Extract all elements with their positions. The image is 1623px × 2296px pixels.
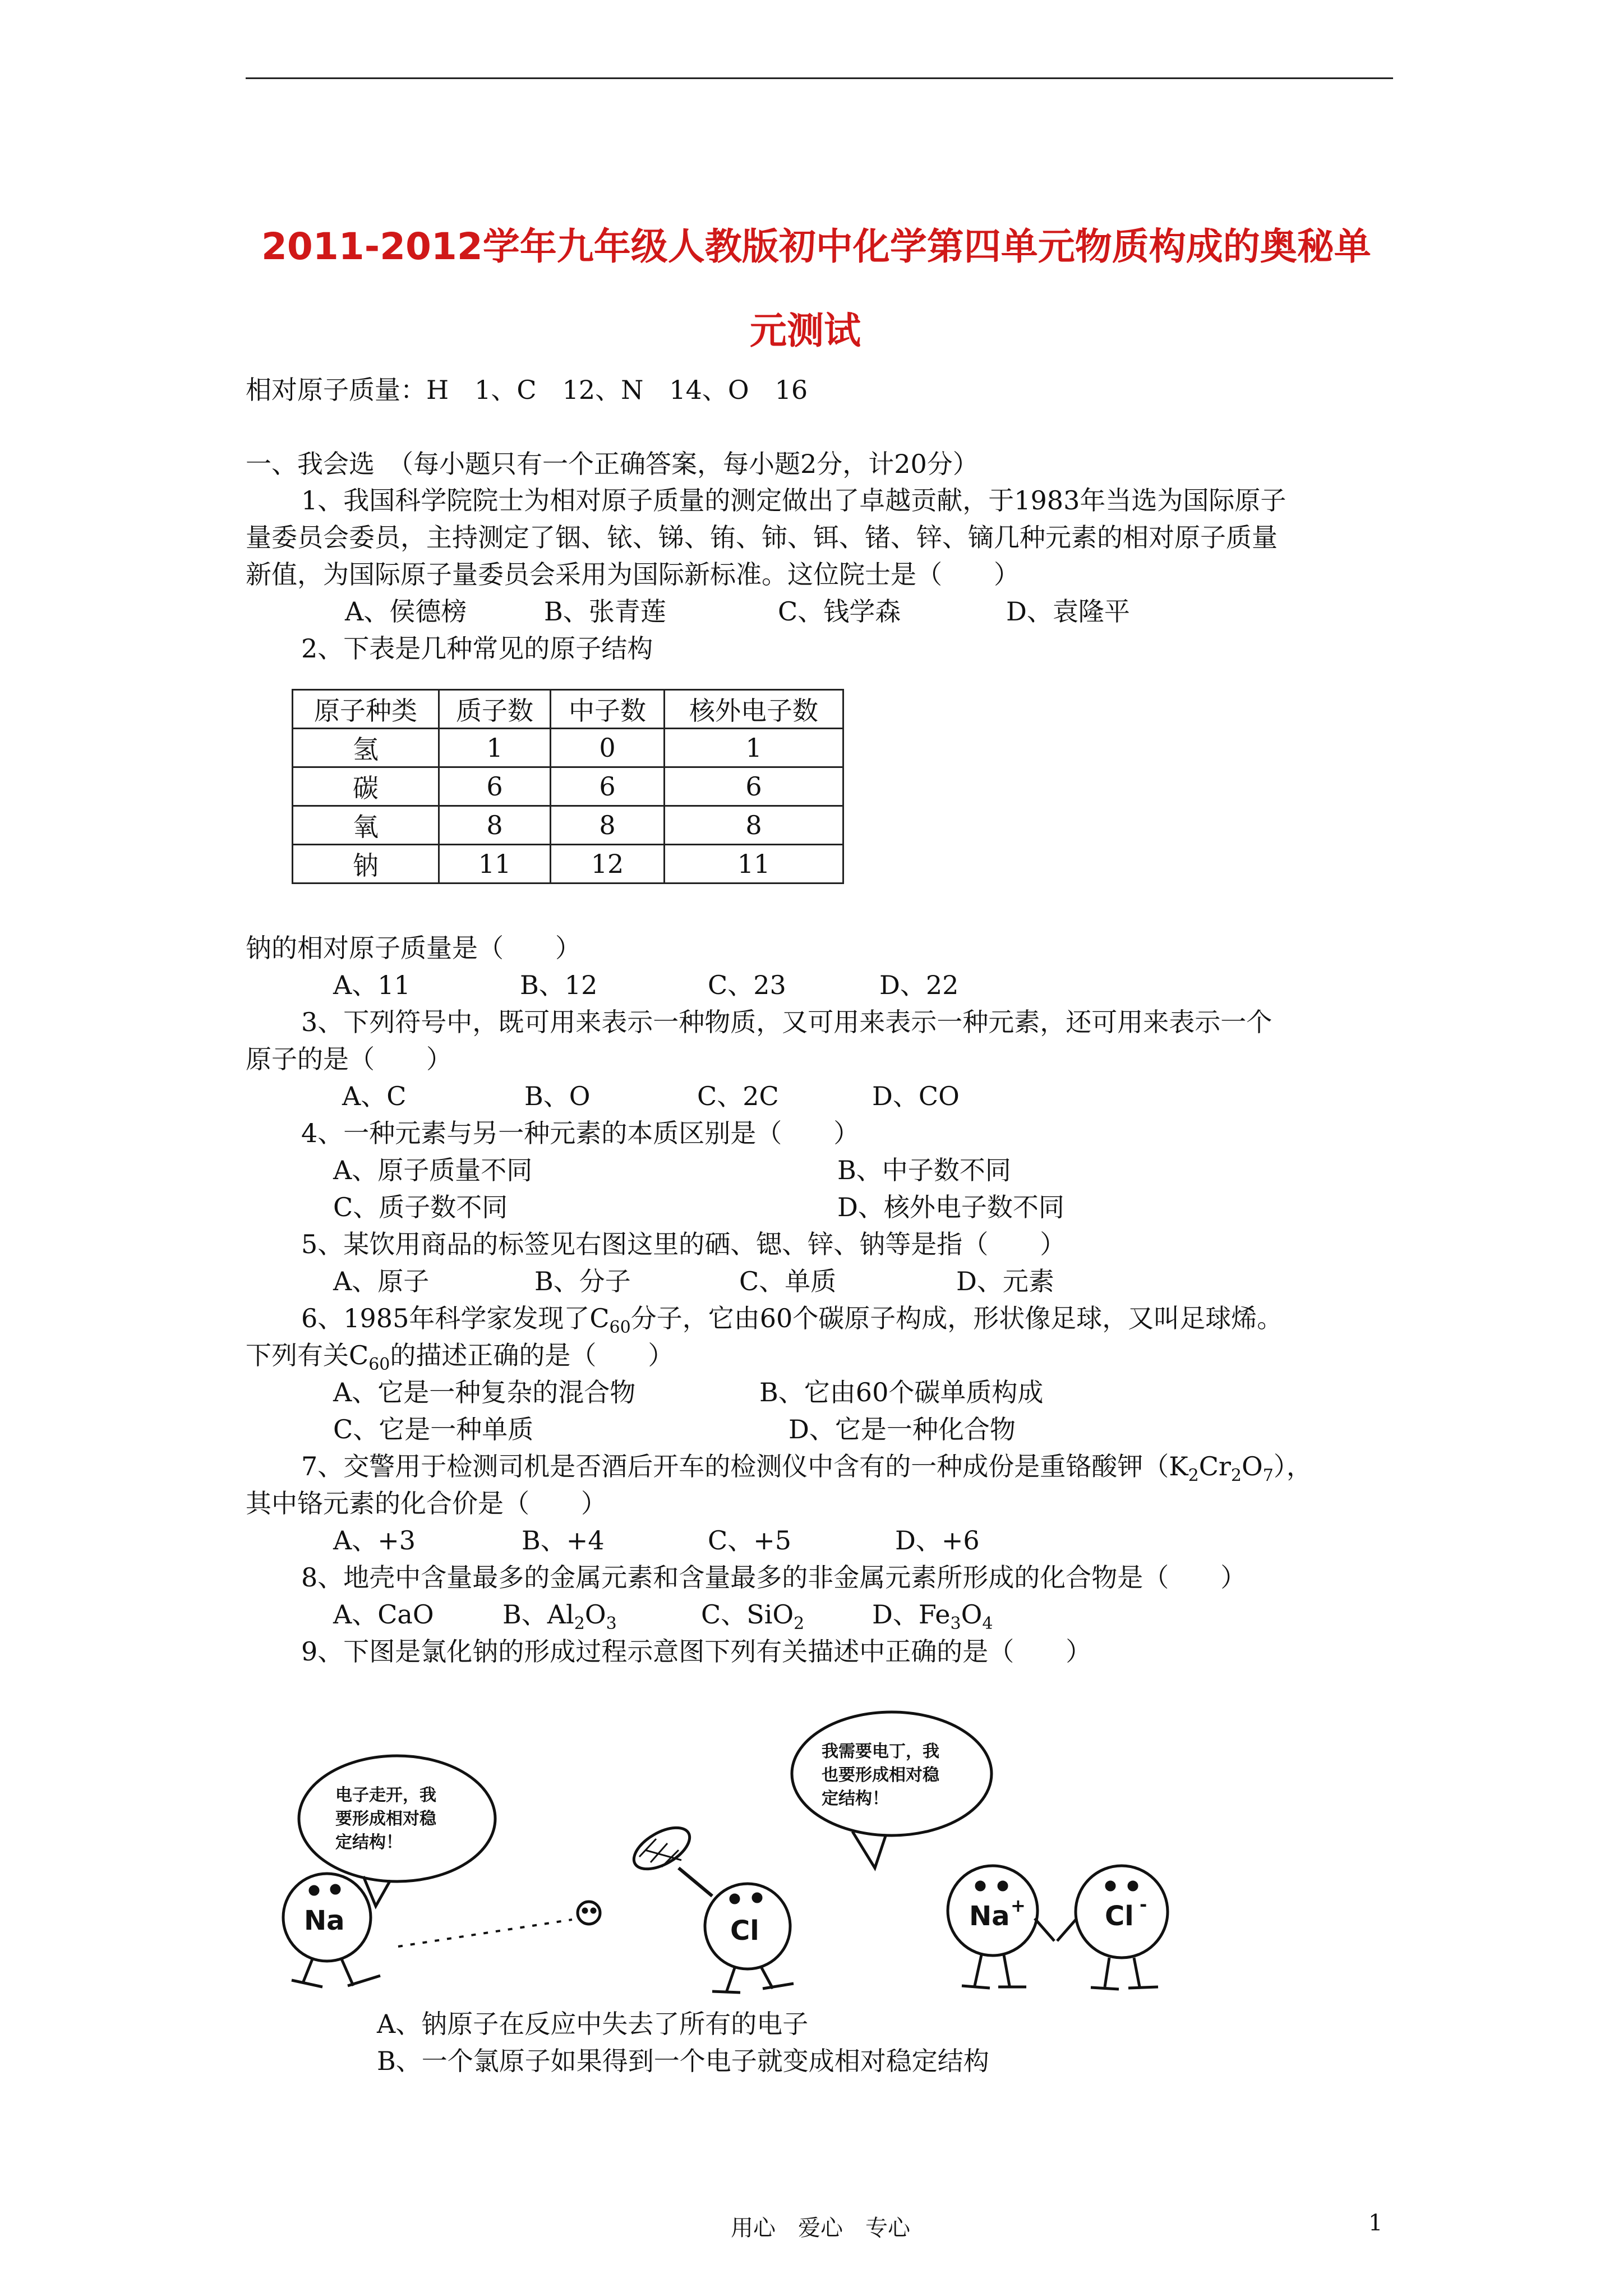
title-line-2: 元测试 [750, 309, 861, 352]
q9-option-a: A、钠原子在反应中失去了所有的电子 [377, 2009, 809, 2039]
q1-option-c: C、钱学森 [778, 596, 901, 627]
q3-option-c: C、2C [697, 1081, 779, 1111]
q3-option-d: D、CO [872, 1081, 960, 1111]
q6-line-1: 6、1985年科学家发现了$C_{60}$分子，它由60个碳原子构成，形状像足球，又叫足球烯。 [301, 1303, 1283, 1337]
table-cell: 氧 [293, 806, 439, 845]
q1-line-3: 新值，为国际原子量委员会采用为国际新标准。这位院士是（ ） [246, 559, 1020, 590]
bubble-left-line-3: 定结构！ [335, 1833, 403, 1852]
q2-option-b: B、12 [520, 970, 598, 1000]
table-cell: 11 [439, 845, 551, 884]
bubble-left-line-2: 要形成相对稳 [335, 1809, 436, 1829]
table-header-cell: 质子数 [439, 690, 551, 729]
q1-option-a: A、侯德榜 [345, 596, 467, 627]
q9-option-b: B、一个氯原子如果得到一个电子就变成相对稳定结构 [377, 2046, 989, 2076]
q7-option-a: A、+3 [333, 1525, 416, 1556]
table-row [293, 767, 843, 806]
q9-stem: 9、下图是氯化钠的形成过程示意图下列有关描述中正确的是（ ） [301, 1636, 1092, 1667]
q7-line-2: 其中铬元素的化合价是（ ） [246, 1488, 607, 1519]
table-cell: 8 [551, 806, 665, 845]
q2-question: 钠的相对原子质量是（ ） [246, 933, 581, 963]
table-cell: 1 [665, 729, 843, 767]
table-header-cell: 原子种类 [293, 690, 439, 729]
q2-stem: 2、下表是几种常见的原子结构 [301, 633, 653, 664]
label-cl-ion-charge: - [1140, 1894, 1147, 1915]
bubble-right-line-3: 定结构！ [822, 1789, 889, 1809]
q6-option-c: C、它是一种单质 [333, 1414, 534, 1444]
q6-option-d: D、它是一种化合物 [789, 1414, 1016, 1444]
q8-stem: 8、地壳中含量最多的金属元素和含量最多的非金属元素所形成的化合物是（ ） [301, 1562, 1247, 1593]
atom-structure-table [292, 689, 844, 884]
table-row [293, 845, 843, 884]
table-cell: 氢 [293, 729, 439, 767]
q6-option-a: A、它是一种复杂的混合物 [333, 1377, 636, 1407]
section-1-heading: 一、我会选 （每小题只有一个正确答案，每小题2分，计20分） [246, 449, 979, 479]
q5-stem: 5、某饮用商品的标签见右图这里的硒、锶、锌、钠等是指（ ） [301, 1229, 1066, 1259]
q1-option-b: B、张青莲 [544, 596, 666, 627]
table-cell: 钠 [293, 845, 439, 884]
electron [578, 1902, 600, 1924]
q4-stem: 4、一种元素与另一种元素的本质区别是（ ） [301, 1118, 860, 1148]
table-header-row [293, 690, 843, 729]
q8-option-a: A、CaO [333, 1599, 434, 1630]
q2-option-d: D、22 [879, 970, 959, 1000]
q8-option-c: C、SiO$_2$ [701, 1599, 805, 1634]
q5-option-c: C、单质 [739, 1266, 837, 1296]
table-header-cell: 核外电子数 [665, 690, 843, 729]
q6-line-2: 下列有关$C_{60}$的描述正确的是（ ） [246, 1340, 674, 1374]
q7-option-b: B、+4 [522, 1525, 605, 1556]
q7-line-1: 7、交警用于检测司机是否酒后开车的检测仪中含有的一种成份是重铬酸钾$(K_2Cr_2O_7)$， [301, 1451, 1312, 1485]
q8-option-b: B、$Al_2O_3$ [502, 1599, 617, 1634]
bubble-right-line-1: 我需要电丁，我 [822, 1742, 939, 1761]
q5-option-d: D、元素 [956, 1266, 1054, 1296]
q5-option-a: A、原子 [333, 1266, 430, 1296]
table-row [293, 729, 843, 767]
label-na-ion: Na [969, 1901, 1010, 1932]
butterfly-net [679, 1868, 712, 1896]
q4-option-c: C、质子数不同 [333, 1192, 508, 1222]
q1-line-2: 量委员会委员，主持测定了铟、铱、锑、铕、铈、铒、锗、锌、镝几种元素的相对原子质量 [246, 522, 1278, 553]
table-cell: 6 [551, 767, 665, 806]
label-na: Na [304, 1905, 345, 1936]
label-na-ion-charge: + [1011, 1895, 1026, 1916]
title-line-1: 2011-2012学年九年级人教版初中化学第四单元物质构成的奥秘单 [261, 225, 1371, 268]
table-header-cell: 中子数 [551, 690, 665, 729]
q7-option-c: C、+5 [708, 1525, 792, 1556]
table-cell: 6 [439, 767, 551, 806]
page-number: 1 [1368, 2210, 1383, 2236]
q8-option-d: D、$Fe_3O_4$ [872, 1599, 993, 1634]
q1-option-d: D、袁隆平 [1006, 596, 1130, 627]
table-cell: 1 [439, 729, 551, 767]
label-cl: Cl [730, 1915, 759, 1947]
q2-option-c: C、23 [708, 970, 786, 1000]
q3-line-1: 3、下列符号中，既可用来表示一种物质，又可用来表示一种元素，还可用来表示一个 [301, 1007, 1272, 1037]
table-cell: 6 [665, 767, 843, 806]
q1-line-1: 1、我国科学院院士为相对原子质量的测定做出了卓越贡献，于1983年当选为国际原子 [301, 485, 1287, 516]
q3-option-a: A、C [342, 1081, 407, 1111]
sodium-chloride-formation-figure [269, 1705, 1424, 2003]
label-cl-ion: Cl [1105, 1901, 1134, 1932]
table-cell: 11 [665, 845, 843, 884]
q6-option-b: B、它由60个碳单质构成 [759, 1377, 1044, 1407]
q7-option-d: D、+6 [895, 1525, 980, 1556]
table-row [293, 806, 843, 845]
table-cell: 8 [439, 806, 551, 845]
table-cell: 8 [665, 806, 843, 845]
table-cell: 12 [551, 845, 665, 884]
atomic-masses: 相对原子质量：H 1、C 12、N 14、O 16 [246, 375, 808, 405]
q3-option-b: B、O [524, 1081, 591, 1111]
table-cell: 碳 [293, 767, 439, 806]
q2-option-a: A、11 [333, 970, 411, 1000]
table-cell: 0 [551, 729, 665, 767]
q4-option-a: A、原子质量不同 [333, 1155, 533, 1185]
footer-motto: 用心 爱心 专心 [731, 2215, 910, 2241]
bubble-left-line-1: 电子走开，我 [335, 1786, 436, 1805]
bubble-right-line-2: 也要形成相对稳 [822, 1765, 939, 1785]
q4-option-d: D、核外电子数不同 [837, 1192, 1064, 1222]
q4-option-b: B、中子数不同 [837, 1155, 1011, 1185]
q5-option-b: B、分子 [534, 1266, 631, 1296]
q3-line-2: 原子的是（ ） [246, 1044, 452, 1074]
header-rule [246, 77, 1393, 79]
